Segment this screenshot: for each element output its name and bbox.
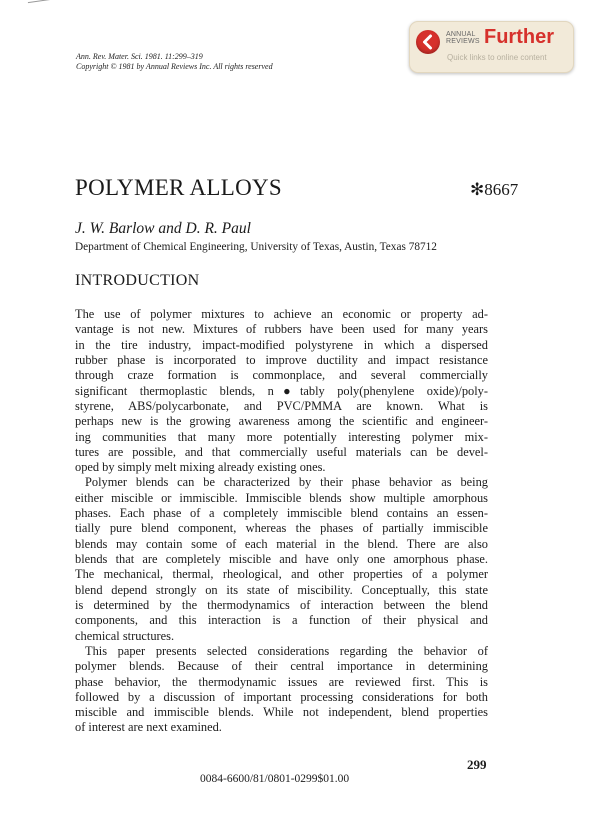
- further-links-badge[interactable]: [409, 21, 574, 73]
- paragraph-line: phase behavior, the thermodynamic issues are reviewed first. This is: [75, 674, 488, 689]
- further-label: Further: [484, 26, 554, 48]
- paragraph-line: miscible and immiscible blends. While not independent, blend properties: [75, 705, 488, 720]
- article-authors: J. W. Barlow and D. R. Paul: [75, 220, 251, 237]
- paragraph: [75, 307, 488, 475]
- article-code: 0084-6600/81/0801-0299$01.00: [200, 773, 350, 785]
- section-heading: INTRODUCTION: [75, 272, 200, 289]
- arrow-left-circle-icon: [416, 30, 440, 54]
- article-id: ✻8667: [470, 180, 519, 199]
- annual-reviews-logo: ANNUAL REVIEWS: [446, 31, 480, 45]
- article-body: [75, 307, 488, 736]
- paragraph-line: perhaps new is the growing awareness among the scientific and engineer-: [75, 414, 488, 429]
- paragraph-line: blends that are completely miscible and have only one amorphous phase.: [75, 552, 488, 566]
- quick-links-label: Quick links to online content: [447, 53, 547, 62]
- paragraph-line: either miscible or immiscible. Immiscible blends show multiple amorphous: [75, 490, 488, 505]
- paragraph-line: Polymer blends can be characterized by their phase behavior as being: [85, 475, 488, 490]
- scan-artifact: [28, 0, 58, 6]
- paragraph-line: followed by a discussion of important processing considerations for both: [75, 689, 488, 704]
- paragraph-line: oped by simply melt mixing already existing ones.: [75, 460, 326, 475]
- paragraph-line: chemical structures.: [75, 628, 175, 643]
- paragraph-line: tures are possible, and that commercially useful materials can be devel-: [75, 444, 488, 459]
- paragraph-line: The use of polymer mixtures to achieve an economic or property ad-: [75, 307, 488, 321]
- journal-citation: [76, 52, 273, 72]
- paragraph-line: blend depend strongly on its state of miscibility. Conceptually, this state: [75, 582, 488, 597]
- paragraph-line: is determined by the thermodynamics of interaction between the blend: [75, 597, 488, 612]
- copyright-line: Copyright © 1981 by Annual Reviews Inc. All rights reserved: [76, 62, 273, 71]
- paragraph-line: in the tire industry, impact-modified polystyrene in which a dispersed: [75, 337, 488, 352]
- paragraph-line: phases. Each phase of a completely immiscible blend contains an essen-: [75, 506, 488, 521]
- paragraph-line: rubber phase is incorporated to improve ductility and impact resistance: [75, 352, 488, 367]
- paragraph-line: This paper presents selected considerations regarding the behavior of: [85, 643, 488, 658]
- paragraph-line: tially pure blend component, whereas the phases of partially immiscible: [75, 521, 488, 536]
- paragraph-line: styrene, ABS/polycarbonate, and PVC/PMMA are known. What is: [75, 398, 488, 413]
- paragraph: [75, 644, 488, 736]
- paragraph-line: ing communities that many more potentially interesting polymer mix-: [75, 429, 488, 444]
- paragraph-line: polymer blends. Because of their central importance in determining: [75, 659, 488, 674]
- article-title: POLYMER ALLOYS: [75, 175, 282, 200]
- paragraph-line: components, and this interaction is a function of their physical and: [75, 613, 488, 628]
- paragraph: [75, 475, 488, 643]
- paragraph-line: significant thermoplastic blends, n●tably poly(phenylene oxide)/poly-: [75, 383, 488, 398]
- paragraph-line: The mechanical, thermal, rheological, and other properties of a polymer: [75, 567, 488, 582]
- paragraph-line: blends may contain some of each material in the blend. There are also: [75, 536, 488, 551]
- paragraph-line: of interest are next examined.: [75, 720, 222, 735]
- paragraph-line: vantage is not new. Mixtures of rubbers have been used for many years: [75, 322, 488, 337]
- page-number: 299: [467, 757, 487, 772]
- citation-line: Ann. Rev. Mater. Sci. 1981. 11:299–319: [76, 52, 203, 61]
- paragraph-line: through craze formation is commonplace, and several commercially: [75, 368, 488, 383]
- author-affiliation: Department of Chemical Engineering, University of Texas, Austin, Texas 78712: [75, 241, 437, 253]
